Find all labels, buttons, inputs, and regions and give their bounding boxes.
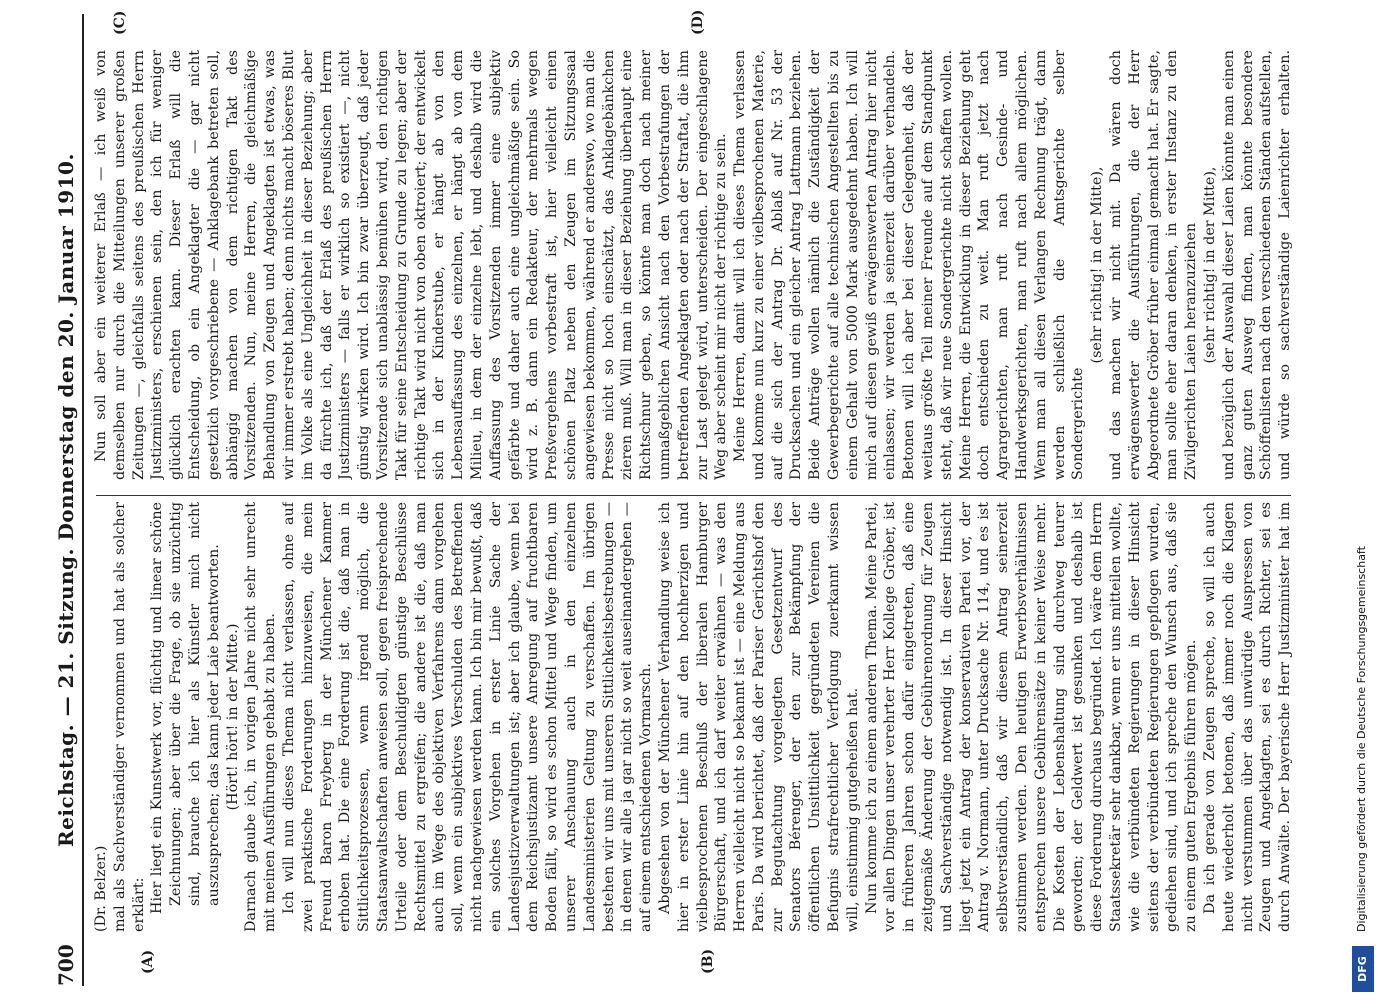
paragraph: Nun komme ich zu einem anderen Thema. Meine Partei, vor allen Dingen unser verehrter Herr Kollege Gröber, ist in früheren Jahren schon dafür eingetreten, daß eine zeitgemäße Änderung der Gebührenordnung für Zeugen und Sachverständige notwendig ist. In dieser Hinsicht liegt jetzt ein Antrag der konservativen Partei vor, der Antrag v. Normann, unter Drucksache Nr. 114, und es ist selbstverständlich, daß wir diesem Antrag seinerzeit zustimmen werden. Den heutigen Erwerbsverhältnissen entsprechen unsere Gebührensätze in keiner Weise mehr. Die Kosten der Lebenshaltung sind durchweg teurer geworden; der Geldwert ist gesunken und deshalb ist diese Forderung durchaus begründet. Ich wäre dem Herrn Staatssekretär sehr dankbar, wenn er uns mitteilen wollte, wie die verbündeten Regierungen in dieser Hinsicht seitens der verbündeten Regierungen gepflogen wurden, gediehen sind, und ich spreche den Wunsch aus, daß sie zu einem guten Ergebnis führen mögen.: [863, 502, 1200, 932]
interjection: (sehr richtig! in der Mitte),: [1089, 166, 1106, 364]
paragraph: Darnach glaube ich, in vorigen Jahre nicht sehr unrecht mit meinen Ausführungen gehabt zu haben.: [243, 502, 279, 932]
speaker-label: (Dr. Belzer.): [93, 845, 109, 932]
paragraph: Da ich gerade von Zeugen spreche, so will ich auch heute wiederholt betonen, daß immer noch die Klagen nicht verstummen über das unwürdige Auspressen von Zeugen und Angeklagten, sei es durch Richter, sei es durch Anwälte. Der bayerische Herr Justizminister hat im: [1202, 502, 1294, 932]
page-number: 700: [54, 944, 78, 986]
paragraph: Meine Herren, damit will ich dieses Thema verlassen und komme nun kurz zu einer vielbesprochenen Materie, auf die sich der Antrag Dr. Ablaß auf Nr. 53 der Drucksachen und ein gleicher Antrag Lattmann beziehen. Beide Anträge wollen nämlich die Zuständigkeit der Gewerbegerichte auf alle technischen Angestellten bis zu einem Gehalt von 5000 Mark ausgedehnt haben. Ich will mich auf diesen gewiß erwägenswerten Antrag hier nicht einlassen; wir werden ja seinerzeit darüber verhandeln. Betonen will ich aber bei dieser Gelegenheit, daß der weitaus größte Teil meiner Freunde auf dem Standpunkt steht, daß wir neue Sondergerichte nicht schaffen wollen. Meine Herren, die Entwicklung in dieser Beziehung geht doch entschieden zu weit. Man ruft jetzt nach Agrargerichten, man ruft nach Gesinde- und Handwerksgerichten, man ruft nach allem möglichen. Wenn man all diesen Verlangen Rechnung trägt, dann werden schließlich die Amtsgerichte selber Sondergerichte: [732, 50, 1087, 480]
margin-mark-b: (B): [700, 948, 716, 974]
dfg-logo: DFG: [1352, 946, 1374, 992]
right-column: [92, 50, 1297, 480]
margin-mark-a: (A): [140, 949, 156, 974]
paragraph: Nun soll aber ein weiterer Erlaß — ich weiß von demselben nur durch die Mitteilungen unserer großen Zeitungen —, gleichfalls seitens des preußischen Herrn Justizministers, erschienen sein, den ich für weniger glücklich erachten kann. Dieser Erlaß will die Entscheidung, ob ein Angeklagter die — gar nicht gesetzlich vorgeschriebene — Anklagebank betreten soll, abhängig machen von dem richtigen Takt des Vorsitzenden. Nun, meine Herren, die gleichmäßige Behandlung von Zeugen und Angeklagten ist etwas, was wir immer erstrebt haben; denn nichts macht böseres Blut im Volke als eine Ungleichheit in dieser Beziehung; aber da fürchte ich, daß der Erlaß des preußischen Herrn Justizministers — falls er wirklich so existiert —, nicht günstig wirken wird. Ich bin zwar überzeugt, daß jeder Vorsitzende sich unablässig bemühen wird, den richtigen Takt für seine Entscheidung zu Grunde zu legen; aber der richtige Takt wird nicht von oben oktroiert; der entwickelt sich in der Kinderstube, er hängt ab von den Lebensauffassung des einzelnen, er hängt ab von dem Milieu, in dem der einzelne lebt, und deshalb wird die Auffassung des Vorsitzenden immer eine subjektiv gefärbte und daher auch eine ungleichmäßige sein. So wird z. B. dann ein Redakteur, der mehrmals wegen Preßvergehens vorbestraft ist, hier vielleicht einen schönen Platz neben den Zeugen im Sitzungssaal angewiesen bekommen, während er anderswo, wo man die Presse nicht so hoch einschätzt, das Anklagebänkchen zieren muß. Will man in dieser Beziehung überhaupt eine Richtschnur geben, so könnte man doch nach meiner unmaßgeblichen Ansicht nach den Vorbestrafungen der betreffenden Angeklagten oder nach der Straftat, die ihm zur Last gelegt wird, unterscheiden. Der eingeschlagene Weg aber scheint mir nicht der richtige zu sein.: [93, 50, 730, 480]
paragraph: und das machen wir nicht mit. Da wären doch erwägenswerter die Ausführungen, die der Herr Abgeordnete Gröber früher einmal gemacht hat. Er sagte, man sollte eher daran denken, in erster Instanz zu den Zivilgerichten Laien heranzuziehen: [1108, 50, 1200, 480]
interjection: (sehr richtig! in der Mitte),: [1202, 166, 1219, 364]
running-title: Reichstag. — 21. Sitzung. Donnerstag den 20. Januar 1910.: [54, 153, 78, 847]
paragraph: und bezüglich der Auswahl dieser Laien könnte man einen ganz guten Ausweg finden, man könnte besondere Schöffenlisten nach den verschiedenen Ständen aufstellen, und würde so sachverständige Laienrichter erhalten.: [1220, 50, 1294, 480]
left-column: [92, 502, 1297, 932]
margin-mark-d: (D): [690, 9, 706, 35]
paragraph: mal als Sachverständiger vernommen und hat als solcher erklärt:: [111, 502, 147, 932]
interjection: (Hört! hört! in der Mitte.): [224, 623, 241, 811]
page-header: [50, 14, 84, 986]
paragraph: Ich will nun dieses Thema nicht verlassen, ohne auf zwei praktische Forderungen hinzuweisen, die mein Freund Baron Freyberg in der Münchener Kammer erhoben hat. Die eine Forderung ist die, daß man in Sittlichkeitsprozessen, wenn irgend möglich, die Staatsanwaltschaften anweisen soll, gegen freisprechende Urteile oder dem Beschuldigten günstige Beschlüsse Rechtsmittel zu ergreifen; die andere ist die, daß man auch im Wege des objektiven Verfahrens dann vorgehen soll, wenn ein subjektives Verschulden des Betreffenden nicht nachgewiesen werden kann. Ich bin mir bewußt, daß ein solches Vorgehen in erster Linie Sache der Landesjustizverwaltungen ist; aber ich glaube, wenn bei dem Reichsjustizamt unsere Anregung auf fruchtbaren Boden fällt, so wird es schon Mittel und Wege finden, um unserer Anschauung auch in den einzelnen Landesministerien Geltung zu verschaffen. Im übrigen bestehen wir uns mit unseren Sittlichkeitsbestrebungen — in denen wir alle ja gar nicht so weit auseinandergehen — auf einem entschiedenen Vormarsch.: [280, 502, 655, 932]
paragraph: Abgesehen von der Münchener Verhandlung weise ich hier in erster Linie hin auf den hochherzigen und vielbesprochenen Beschluß der liberalen Hamburger Bürgerschaft, und ich darf weiter erwähnen — was den Herren vielleicht nicht so bekannt ist — eine Meldung aus Paris. Da wird berichtet, daß der Pariser Gerichtshof den zur Begutachtung vorgelegten Gesetzentwurf des Senators Bérenger, der den zur Bekämpfung der öffentlichen Unsittlichkeit gegründeten Vereinen die Befugnis strafrechtlicher Verfolgung zuerkannt wissen will, einstimmig gutgeheißen hat.: [656, 502, 861, 932]
digitization-footer: [1352, 8, 1376, 992]
quoted-statement: Hier liegt ein Kunstwerk vor, flüchtig und linear schöne Zeichnungen; aber über die Frage, ob sie unzüchtig sind, brauche ich hier als Künstler mich nicht auszusprechen; das kann jeder Laie beantworten.: [149, 502, 222, 914]
column-divider: [96, 495, 1291, 496]
digitization-note: Digitalisierung gefördert durch die Deutsche Forschungsgemeinschaft: [1355, 546, 1368, 932]
margin-mark-c: (C): [112, 10, 128, 35]
